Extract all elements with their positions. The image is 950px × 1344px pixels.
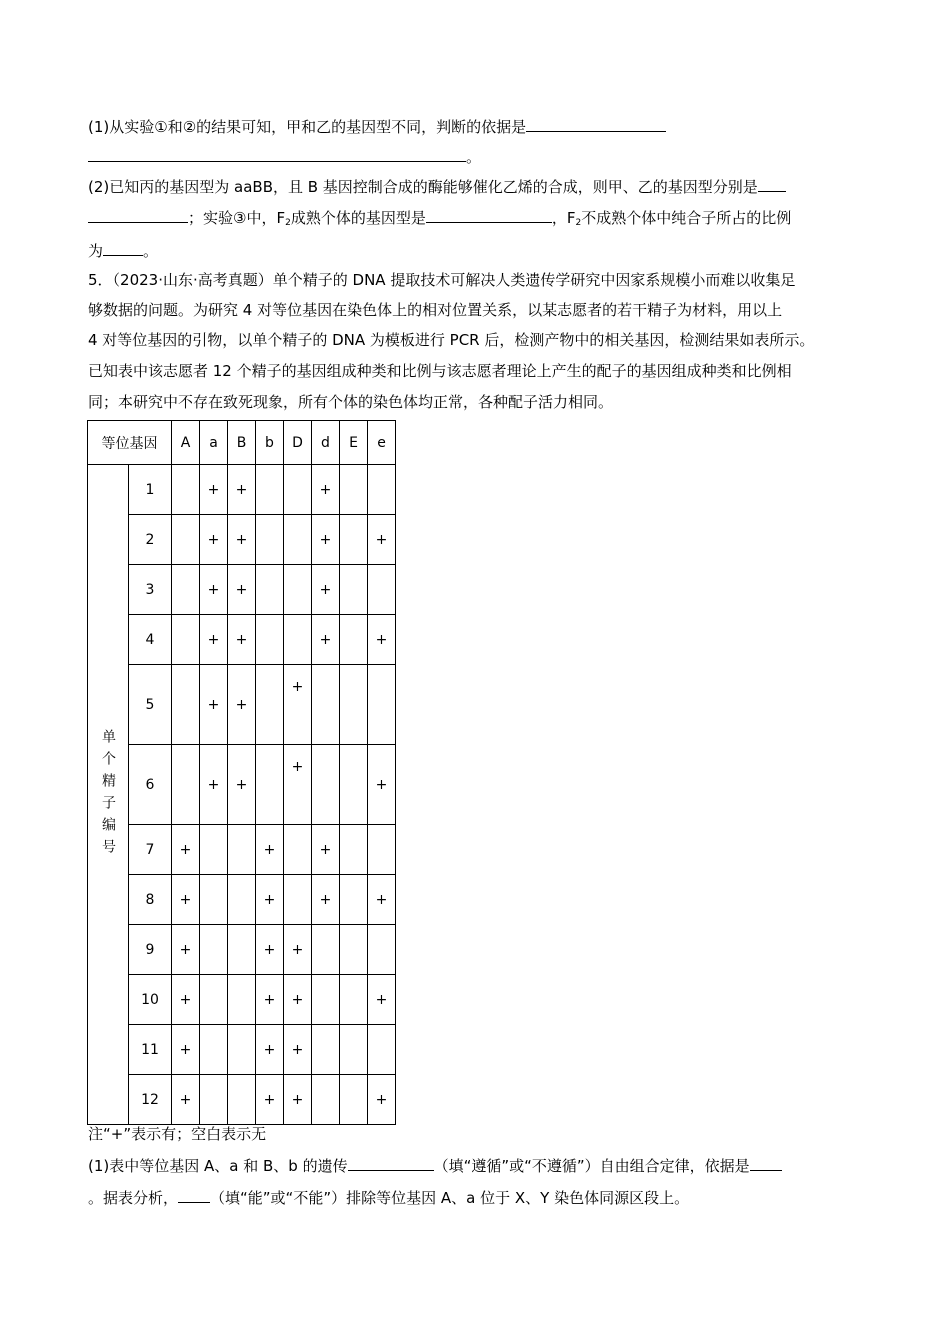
mark-cell: + xyxy=(228,615,256,665)
header-label: 等位基因 xyxy=(88,421,172,465)
table-row xyxy=(88,515,396,565)
q4-part1-cont: 。 xyxy=(88,146,481,167)
sperm-id: 6 xyxy=(129,745,172,825)
mark-cell: + xyxy=(368,975,396,1025)
mark-cell xyxy=(340,565,368,615)
mark-cell xyxy=(228,825,256,875)
mark-cell xyxy=(256,745,284,825)
sperm-id: 10 xyxy=(129,975,172,1025)
mark-cell xyxy=(340,925,368,975)
mark-cell: + xyxy=(368,515,396,565)
mark-cell: + xyxy=(312,615,340,665)
q5-intro-line: 同；本研究中不存在致死现象，所有个体的染色体均正常，各种配子活力相同。 xyxy=(88,393,614,411)
mark-cell xyxy=(172,615,200,665)
mark-cell: + xyxy=(256,825,284,875)
mark-cell: + xyxy=(368,1075,396,1125)
mark-cell: + xyxy=(312,465,340,515)
mark-cell: + xyxy=(200,665,228,745)
q5-intro-line: 够数据的问题。为研究 4 对等位基因在染色体上的相对位置关系，以某志愿者的若干精子为材料，用以上 xyxy=(88,301,783,319)
mark-cell: + xyxy=(284,1025,312,1075)
mark-cell: + xyxy=(312,515,340,565)
sperm-id: 8 xyxy=(129,875,172,925)
mark-cell xyxy=(284,615,312,665)
answer-blank[interactable] xyxy=(88,207,188,223)
mark-cell: + xyxy=(200,515,228,565)
mark-cell xyxy=(284,825,312,875)
sperm-id: 4 xyxy=(129,615,172,665)
gene-table xyxy=(87,420,396,1125)
mark-cell: + xyxy=(172,975,200,1025)
mark-cell: + xyxy=(172,1075,200,1125)
allele-header: a xyxy=(200,421,228,465)
sperm-id: 5 xyxy=(129,665,172,745)
q4-part2-end: 为 。 xyxy=(88,242,159,260)
answer-blank[interactable] xyxy=(526,116,666,132)
mark-cell: + xyxy=(172,925,200,975)
mark-cell xyxy=(256,615,284,665)
mark-cell xyxy=(284,565,312,615)
answer-blank[interactable] xyxy=(750,1155,782,1171)
mark-cell: + xyxy=(228,665,256,745)
sperm-id: 1 xyxy=(129,465,172,515)
mark-cell xyxy=(340,465,368,515)
mark-cell xyxy=(228,1075,256,1125)
mark-cell: + xyxy=(172,825,200,875)
mark-cell: + xyxy=(256,875,284,925)
mark-cell xyxy=(200,825,228,875)
answer-blank[interactable] xyxy=(178,1187,210,1203)
mark-cell xyxy=(340,1075,368,1125)
mark-cell: + xyxy=(312,565,340,615)
table-note: 注“+”表示有；空白表示无 xyxy=(88,1125,267,1143)
mark-cell: + xyxy=(200,745,228,825)
table-row xyxy=(88,465,396,515)
mark-cell xyxy=(340,615,368,665)
mark-cell xyxy=(200,875,228,925)
mark-cell: + xyxy=(200,615,228,665)
mark-cell xyxy=(228,925,256,975)
table-row xyxy=(88,665,396,745)
mark-cell: + xyxy=(228,565,256,615)
mark-cell xyxy=(172,665,200,745)
allele-header: b xyxy=(256,421,284,465)
mark-cell xyxy=(284,465,312,515)
mark-cell xyxy=(200,975,228,1025)
mark-cell xyxy=(256,665,284,745)
mark-cell: + xyxy=(284,925,312,975)
table-header-row xyxy=(88,421,396,465)
answer-blank[interactable] xyxy=(88,146,466,162)
mark-cell xyxy=(340,665,368,745)
mark-cell xyxy=(312,745,340,825)
mark-cell: + xyxy=(256,1025,284,1075)
mark-cell xyxy=(228,975,256,1025)
allele-header: B xyxy=(228,421,256,465)
q4-part1: (1)从实验①和②的结果可知，甲和乙的基因型不同，判断的依据是 xyxy=(88,116,666,137)
row-group-label: 单个精子编号 xyxy=(88,465,129,1125)
mark-cell xyxy=(340,825,368,875)
q4-part2-cont: ；实验③中，$F_2$成熟个体的基因型是 ，$F_2$不成熟个体中纯合子所占的比例 xyxy=(88,207,791,233)
q5-intro-line: 5．（2023·山东·高考真题）单个精子的 DNA 提取技术可解决人类遗传学研究中因家系规模小而难以收集足 xyxy=(88,271,796,289)
mark-cell: + xyxy=(200,465,228,515)
mark-cell xyxy=(340,745,368,825)
mark-cell xyxy=(340,1025,368,1075)
answer-blank[interactable] xyxy=(348,1155,434,1171)
mark-cell: + xyxy=(368,875,396,925)
sperm-id: 3 xyxy=(129,565,172,615)
allele-header: d xyxy=(312,421,340,465)
table-row xyxy=(88,745,396,825)
sperm-id: 7 xyxy=(129,825,172,875)
mark-cell: + xyxy=(228,745,256,825)
mark-cell xyxy=(284,875,312,925)
mark-cell xyxy=(312,1075,340,1125)
mark-cell xyxy=(368,1025,396,1075)
mark-cell xyxy=(312,925,340,975)
mark-cell: + xyxy=(228,515,256,565)
table-row xyxy=(88,1075,396,1125)
answer-blank[interactable] xyxy=(758,176,786,192)
mark-cell: + xyxy=(284,975,312,1025)
q5-intro-line: 4 对等位基因的引物，以单个精子的 DNA 为模板进行 PCR 后，检测产物中的相关基因，检测结果如表所示。 xyxy=(88,331,815,349)
mark-cell xyxy=(340,975,368,1025)
mark-cell xyxy=(172,465,200,515)
answer-blank[interactable] xyxy=(103,240,143,256)
table-row xyxy=(88,1025,396,1075)
q4-part2: (2)已知丙的基因型为 aaBB，且 B 基因控制合成的酶能够催化乙烯的合成，则甲、乙的基因型分别是 xyxy=(88,176,786,197)
mark-cell: + xyxy=(228,465,256,515)
table-row xyxy=(88,825,396,875)
mark-cell xyxy=(172,745,200,825)
sperm-id: 9 xyxy=(129,925,172,975)
mark-cell xyxy=(172,565,200,615)
mark-cell: + xyxy=(312,875,340,925)
answer-blank[interactable] xyxy=(426,207,552,223)
mark-cell xyxy=(368,825,396,875)
mark-cell: + xyxy=(256,925,284,975)
mark-cell xyxy=(368,565,396,615)
mark-cell xyxy=(256,565,284,615)
table-row xyxy=(88,975,396,1025)
mark-cell: + xyxy=(284,665,312,745)
table-row xyxy=(88,925,396,975)
allele-header: A xyxy=(172,421,200,465)
q5-part1-cont: 。据表分析， （填“能”或“不能”）排除等位基因 A、a 位于 X、Y 染色体同源区段上。 xyxy=(88,1189,690,1207)
mark-cell: + xyxy=(368,615,396,665)
mark-cell: + xyxy=(368,745,396,825)
mark-cell: + xyxy=(284,745,312,825)
mark-cell xyxy=(256,465,284,515)
mark-cell: + xyxy=(200,565,228,615)
mark-cell: + xyxy=(172,875,200,925)
mark-cell xyxy=(340,875,368,925)
q5-part1: (1)表中等位基因 A、a 和 B、b 的遗传 （填“遵循”或“不遵循”）自由组合定律，依据是 xyxy=(88,1155,782,1176)
mark-cell xyxy=(368,465,396,515)
table-row xyxy=(88,875,396,925)
mark-cell: + xyxy=(256,975,284,1025)
mark-cell: + xyxy=(172,1025,200,1075)
mark-cell xyxy=(284,515,312,565)
mark-cell: + xyxy=(312,825,340,875)
mark-cell: + xyxy=(284,1075,312,1125)
q5-intro-line: 已知表中该志愿者 12 个精子的基因组成种类和比例与该志愿者理论上产生的配子的基因组成种类和比例相 xyxy=(88,362,792,380)
mark-cell xyxy=(172,515,200,565)
mark-cell: + xyxy=(256,1075,284,1125)
allele-header: E xyxy=(340,421,368,465)
mark-cell xyxy=(312,1025,340,1075)
allele-header: D xyxy=(284,421,312,465)
mark-cell xyxy=(368,925,396,975)
sperm-id: 12 xyxy=(129,1075,172,1125)
table-row xyxy=(88,565,396,615)
mark-cell xyxy=(200,1075,228,1125)
mark-cell xyxy=(228,1025,256,1075)
sperm-id: 11 xyxy=(129,1025,172,1075)
mark-cell xyxy=(368,665,396,745)
mark-cell xyxy=(340,515,368,565)
mark-cell xyxy=(200,1025,228,1075)
mark-cell xyxy=(312,665,340,745)
sperm-id: 2 xyxy=(129,515,172,565)
mark-cell xyxy=(312,975,340,1025)
mark-cell xyxy=(256,515,284,565)
mark-cell xyxy=(228,875,256,925)
mark-cell xyxy=(200,925,228,975)
table-row xyxy=(88,615,396,665)
allele-header: e xyxy=(368,421,396,465)
